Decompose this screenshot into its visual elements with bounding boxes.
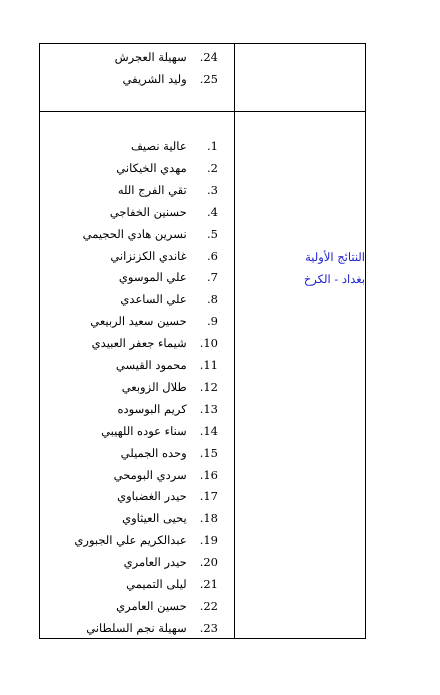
list-item-name: محمود القيسي: [115, 358, 187, 372]
list-item-name: حيدر العامري: [123, 555, 187, 570]
list-item: [40, 464, 218, 486]
list-item: [40, 135, 218, 157]
list-item-number: 8.: [207, 292, 218, 307]
list-item-number: 15.: [199, 445, 218, 460]
list-item-name: علي الموسوي: [118, 270, 187, 285]
list-item-number: 24.: [199, 50, 218, 64]
list-item-name: حسين سعيد الربيعي: [90, 314, 187, 329]
list-item: [40, 529, 218, 551]
list-item-name: سناء عوده اللهيبي: [101, 423, 187, 438]
list-item-number: 21.: [199, 577, 218, 591]
list-item-name: حيدر الغضباوي: [117, 489, 187, 504]
list-item: [40, 245, 218, 267]
list-item-number: 5.: [207, 226, 218, 241]
list-item: [40, 376, 218, 398]
list-item: [40, 398, 218, 420]
list-item: [40, 617, 218, 639]
list-item-number: 4.: [207, 204, 218, 219]
list-item-name: يحيى العيثاوي: [122, 511, 187, 526]
list-item: [40, 551, 218, 573]
list-item-name: غاندي الكزنزاني: [110, 248, 187, 263]
list-item-number: 19.: [199, 533, 218, 548]
list-item: [40, 266, 218, 288]
list-item-name: سهيلة نجم السلطاني: [86, 620, 187, 635]
list-item-number: 12.: [199, 379, 218, 394]
list-item-name: عالية نصيف: [130, 139, 187, 153]
list-item-number: 18.: [199, 511, 218, 526]
list-item-number: 16.: [199, 467, 218, 482]
table-right-border: [365, 43, 366, 639]
list-item-number: 13.: [199, 401, 218, 416]
list-item: [40, 332, 218, 354]
list-item: [40, 595, 218, 617]
list-item-name: كريم البوسوده: [117, 401, 187, 416]
list-item: [40, 354, 218, 376]
list-item-name: شيماء جعفر العبيدي: [91, 336, 187, 351]
list-item-name: مهدي الخيكاني: [116, 160, 187, 175]
list-item: [40, 223, 218, 245]
list-item-number: 23.: [199, 620, 218, 635]
list-item-number: 17.: [199, 489, 218, 504]
list-item-name: سردي البومحي: [113, 467, 187, 482]
list-item-name: وليد الشريفي: [122, 72, 187, 86]
list-item-name: تقي الفرج الله: [117, 182, 187, 197]
list-item-number: 22.: [199, 598, 218, 613]
list-item-number: 3.: [207, 182, 218, 197]
list-item: [40, 507, 218, 529]
list-item-name: حسنين الخفاجي: [109, 204, 187, 219]
list-item-name: وحده الجميلي: [120, 445, 187, 460]
list-item-name: سهيلة العجرش: [114, 50, 187, 64]
list-item: [40, 68, 218, 90]
table-top-border: [39, 43, 366, 44]
list-item-name: طلال الزوبعي: [121, 379, 187, 394]
side-label-results: النتائج الأولية: [305, 250, 365, 264]
list-item-name: ليلى التميمي: [126, 577, 187, 591]
list-item: [40, 179, 218, 201]
table-column-divider: [234, 43, 235, 639]
list-item: [40, 310, 218, 332]
list-item: [40, 288, 218, 310]
list-item-number: 10.: [199, 336, 218, 351]
list-item-number: 20.: [199, 555, 218, 570]
side-label-region: بغداد - الكرخ: [303, 272, 365, 286]
list-item: [40, 573, 218, 595]
list-item: [40, 157, 218, 179]
list-item: [40, 485, 218, 507]
list-item: [40, 442, 218, 464]
list-item: [40, 420, 218, 442]
list-item-name: حسين العامري: [116, 598, 187, 613]
list-item-name: عبدالكريم علي الجبوري: [74, 533, 187, 548]
list-item-number: 11.: [199, 358, 218, 372]
list-item-number: 14.: [199, 423, 218, 438]
list-item: [40, 201, 218, 223]
list-item-number: 7.: [207, 270, 218, 285]
table-row-divider: [39, 111, 366, 112]
list-item-number: 1.: [207, 139, 218, 153]
list-item-name: علي الساعدي: [120, 292, 187, 307]
list-item-number: 2.: [207, 160, 218, 175]
list-item: [40, 46, 218, 68]
list-item-number: 6.: [207, 248, 218, 263]
list-item-number: 9.: [207, 314, 218, 329]
list-item-name: نسرين هادي الحجيمي: [82, 226, 187, 241]
list-item-number: 25.: [199, 72, 218, 86]
